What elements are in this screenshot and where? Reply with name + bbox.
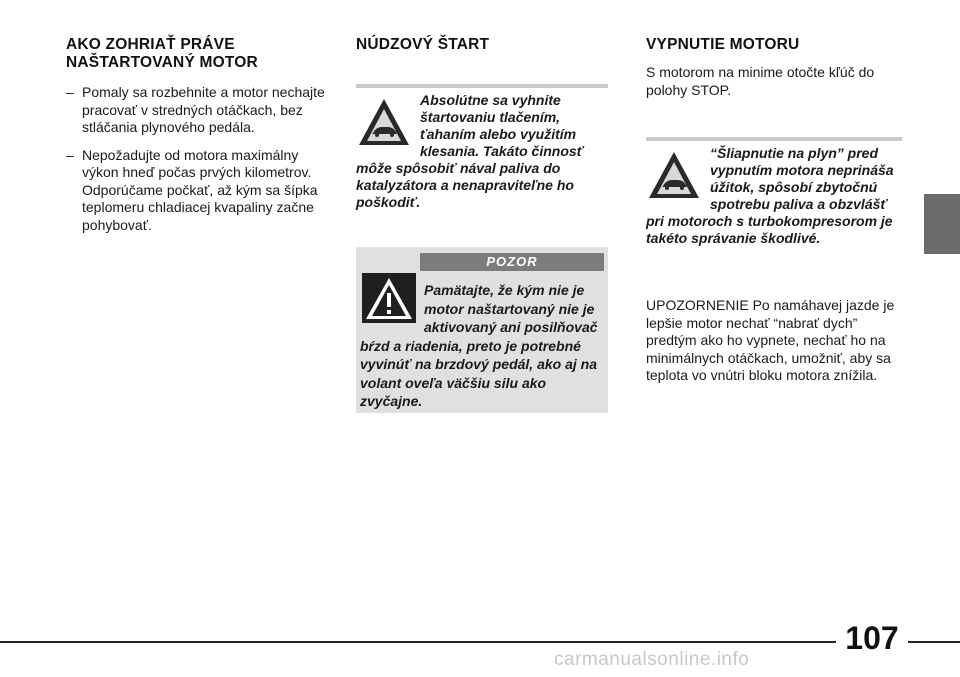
note-paragraph [646, 297, 902, 385]
heading-emergency-start: NÚDZOVÝ ŠTART [356, 36, 490, 53]
list-item: – Nepožadujte od motora maximálny výkon hneď počas prvých kilometrov. Odporúčame počkať, až kým sa šípka teplomeru chladiacej kvapaliny začne pohybovať. [66, 147, 328, 235]
exclamation-warning-icon [362, 273, 416, 323]
chapter-tab [924, 194, 960, 254]
footer-rule [0, 641, 960, 643]
warning-box-throttle [646, 137, 902, 247]
pozor-box [356, 247, 608, 413]
watermark: carmanualsonline.info [554, 649, 750, 670]
heading-warmup: AKO ZOHRIAŤ PRÁVE NAŠTARTOVANÝ MOTOR [66, 36, 258, 71]
engine-stop-intro: S motorom na minime otočte kľúč do polohy STOP. [646, 64, 875, 98]
heading-engine-stop: VYPNUTIE MOTORU [646, 36, 800, 53]
pozor-label: POZOR [420, 253, 604, 271]
note-keyword: UPOZORNENIE [646, 297, 749, 313]
warning-text-brakes: Pamätajte, že kým nie je motor naštartovaný nie je aktivovaný ani posilňovač bŕzd a riadenia, preto je potrebné vyvinúť na brzdový pedál, ako aj na volant oveľa väčšiu silu ako zvyčajne. [360, 282, 598, 409]
warning-text-catalyst: Absolútne sa vyhnite štartovaniu tlačením, ťahaním alebo využitím klesania. Takáto činnosť môže spôsobiť nával paliva do katalyzátora a nenapraviteľne ho poškodiť. [356, 92, 584, 210]
warning-box-catalyst [356, 84, 608, 211]
column-warmup [66, 36, 328, 244]
note-text: Po namáhavej jazde je lepšie motor nechať “nabrať dych” predtým ako ho vypnete, nechať ho na minimálnych otáčkach, umožniť, aby sa teplota vo vnútri bloku motora znížila. [646, 297, 895, 383]
warmup-list [66, 84, 328, 234]
car-warning-icon [356, 96, 412, 148]
page-number: 107 [836, 619, 908, 657]
column-emergency-start [356, 36, 608, 413]
column-engine-stop [646, 36, 902, 399]
list-item: – Pomaly sa rozbehnite a motor nechajte pracovať v stredných otáčkach, bez stláčania plynového pedála. [66, 84, 328, 137]
warning-text-throttle: “Šliapnutie na plyn” pred vypnutím motora neprináša úžitok, spôsobí zbytočnú spotrebu paliva a obzvlášť pri motoroch s turbokompresorom je takéto správanie škodlivé. [646, 145, 894, 246]
car-warning-icon [646, 149, 702, 201]
